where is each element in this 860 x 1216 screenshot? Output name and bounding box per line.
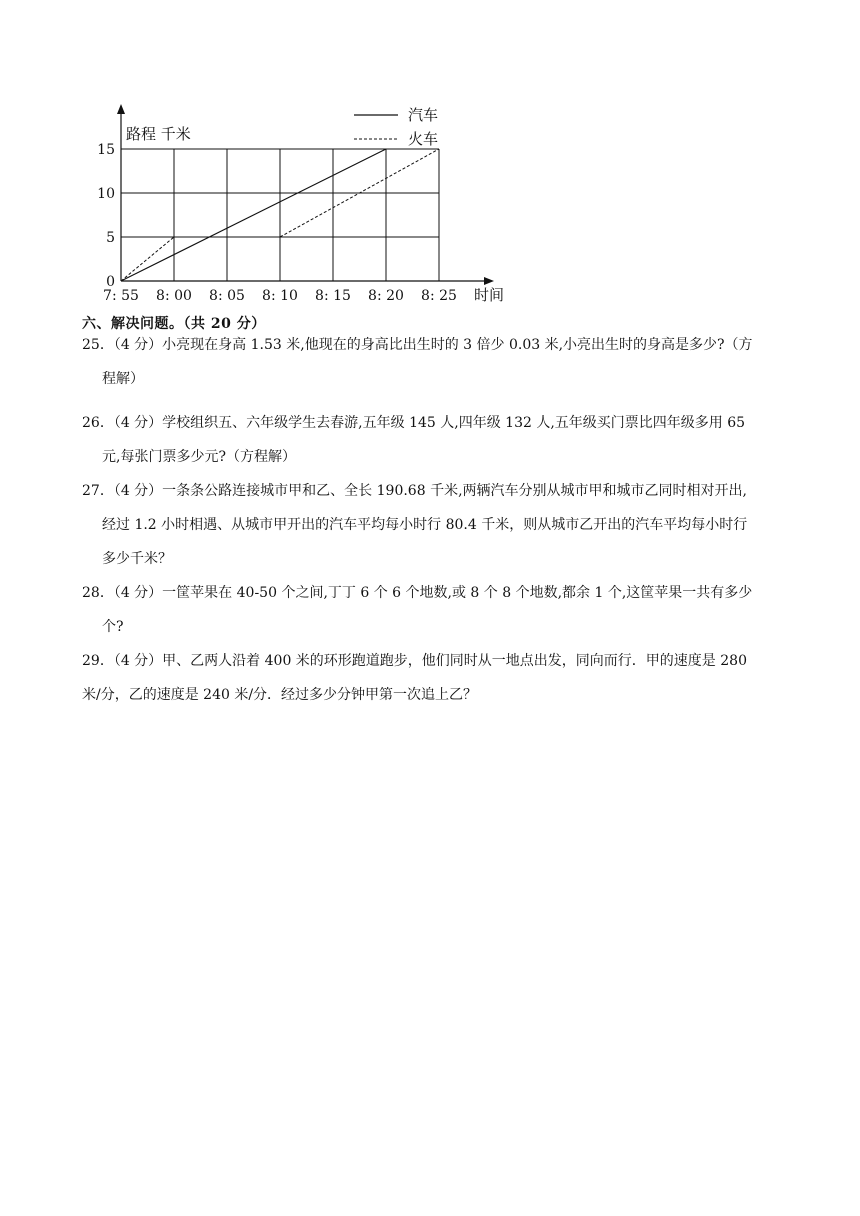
x-axis-arrow-icon <box>484 277 494 285</box>
question-text-continued: 元,每张门票多少元?（方程解） <box>102 449 296 465</box>
y-tick-label: 15 <box>97 142 115 158</box>
x-tick-label: 8: 10 <box>262 288 298 304</box>
question-number: 25． <box>82 337 114 353</box>
legend-label-car: 汽车 <box>408 106 439 124</box>
section-title: 六、解决问题。（共 20 分） <box>82 316 266 332</box>
y-tick-label: 5 <box>106 230 115 246</box>
legend-label-train: 火车 <box>408 130 439 148</box>
chart-ticks <box>97 142 457 304</box>
y-tick-label: 10 <box>97 186 115 202</box>
question-number: 28． <box>82 585 114 601</box>
x-tick-label: 8: 25 <box>421 288 457 304</box>
question-text-continued: 米/分，乙的速度是 240 米/分．经过多少分钟甲第一次追上乙？ <box>82 687 478 703</box>
question-text: （4 分）学校组织五、六年级学生去春游,五年级 145 人,四年级 132 人,五年级买门票比四年级多用 65 <box>113 415 746 431</box>
question-26 <box>82 406 782 474</box>
series-line-car <box>121 149 386 281</box>
question-text-continued: 程解） <box>102 371 144 387</box>
x-tick-label: 8: 00 <box>156 288 192 304</box>
x-axis-label: 时间 <box>474 286 505 304</box>
x-tick-label: 8: 05 <box>209 288 245 304</box>
y-axis-arrow-icon <box>117 104 125 114</box>
y-axis-label: 路程 千米 <box>126 125 191 143</box>
question-text-continued: 经过 1.2 小时相遇、从城市甲开出的汽车平均每小时行 80.4 千米，则从城市乙开出的汽车平均每小时行 <box>102 517 748 533</box>
question-text-continued: 多少千米？ <box>102 551 172 567</box>
question-25 <box>82 328 782 396</box>
y-tick-label: 0 <box>106 274 115 290</box>
x-tick-label: 7: 55 <box>103 288 139 304</box>
question-number: 26． <box>82 415 114 431</box>
question-number: 29． <box>82 653 114 669</box>
legend <box>354 106 438 148</box>
question-28 <box>82 576 782 644</box>
question-text: （4 分）一筐苹果在 40-50 个之间,丁丁 6 个 6 个地数,或 8 个 8 个地数,都余 1 个,这筐苹果一共有多少 <box>113 585 753 601</box>
question-number: 27． <box>82 483 114 499</box>
x-tick-label: 8: 20 <box>368 288 404 304</box>
question-29 <box>82 644 782 712</box>
question-27 <box>82 474 782 576</box>
question-text: （4 分）一条条公路连接城市甲和乙、全长 190.68 千米,两辆汽车分别从城市甲和城市乙同时相对开出, <box>113 483 747 499</box>
distance-time-chart <box>96 98 516 308</box>
question-text-continued: 个? <box>102 619 124 635</box>
question-text: （4 分）小亮现在身高 1.53 米,他现在的身高比出生时的 3 倍少 0.03 米,小亮出生时的身高是多少?（方 <box>113 337 753 353</box>
question-text: （4 分）甲、乙两人沿着 400 米的环形跑道跑步，他们同时从一地点出发，同向而行．甲的速度是 280 <box>113 653 747 669</box>
chart-grid <box>121 149 439 281</box>
x-tick-label: 8: 15 <box>315 288 351 304</box>
